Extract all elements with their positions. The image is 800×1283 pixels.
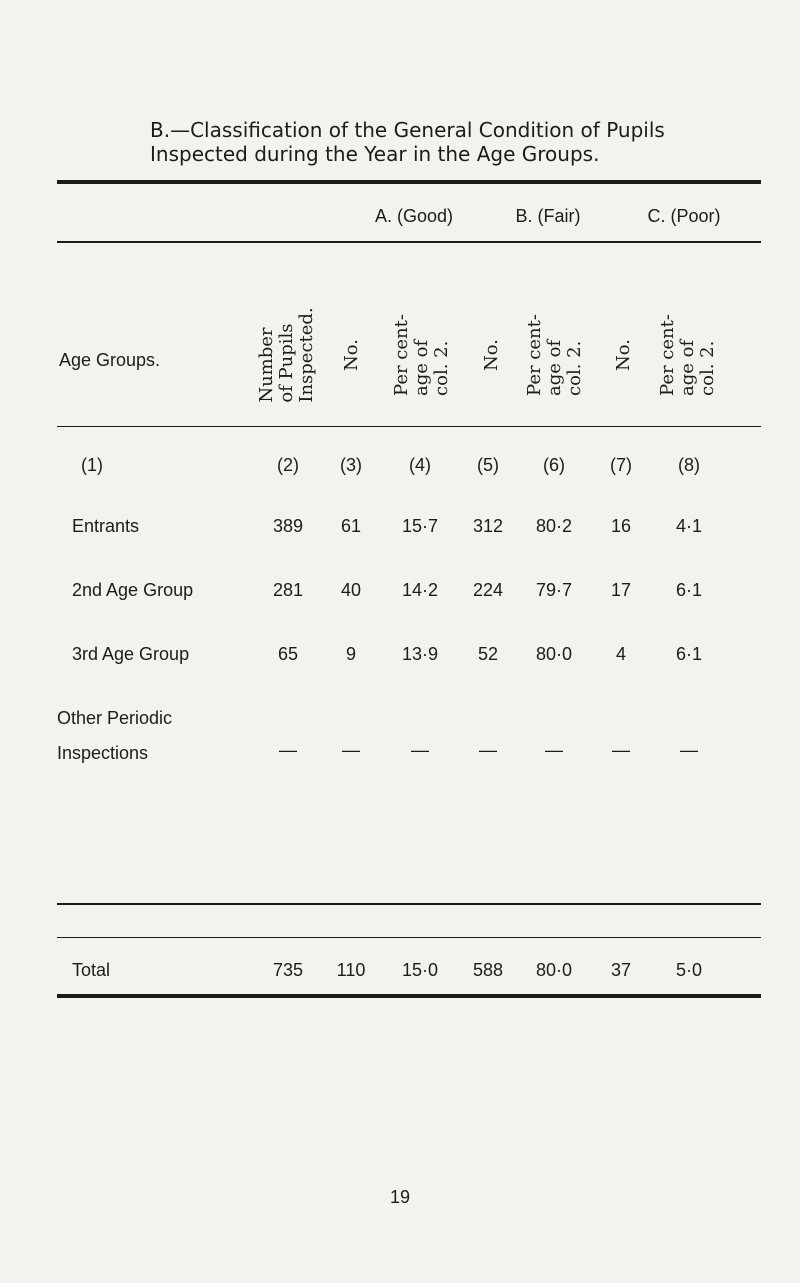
fair-percent-header: Per cent- age of col. 2. [524,314,585,396]
group-header-poor: C. (Poor) [647,206,721,226]
good-percent-header: Per cent- age of col. 2. [391,314,452,396]
column-number-2: (2) [277,455,299,475]
total-cell: 5·0 [675,960,703,980]
group-header-good: A. (Good) [374,206,454,226]
row-label-other-periodic: Other Periodic [57,708,173,728]
table-cell: 61 [340,516,362,536]
table-cell: 13·9 [401,644,439,664]
column-number-4: (4) [409,455,431,475]
bottom-rule [57,994,761,998]
table-cell: 40 [340,580,362,600]
table-title [150,118,790,166]
table-cell: 65 [277,644,299,664]
total-cell: 37 [610,960,632,980]
table-cell: 312 [472,516,504,536]
table-cell: 15·7 [401,516,439,536]
total-rule-upper [57,903,761,905]
poor-no-header: No. [613,339,634,371]
table-cell: — [545,740,563,760]
table-cell: — [342,740,360,760]
table-cell: 52 [477,644,499,664]
header-rule [57,426,761,427]
table-cell: 224 [472,580,504,600]
total-cell: 110 [336,960,366,980]
table-cell: 6·1 [675,580,703,600]
row-label-2nd-age-group: 2nd Age Group [72,580,194,600]
table-cell: 16 [610,516,632,536]
total-cell: 735 [272,960,304,980]
table-cell: 14·2 [401,580,439,600]
table-cell: — [279,740,297,760]
total-cell: 80·0 [535,960,573,980]
table-cell: 17 [610,580,632,600]
column-number-3: (3) [340,455,362,475]
table-cell: — [680,740,698,760]
total-cell: 588 [472,960,504,980]
age-groups-header: Age Groups. [59,350,161,370]
table-cell: 9 [345,644,357,664]
row-label-total: Total [72,960,111,980]
title-line-2: Inspected during the Year in the Age Groups. [150,142,600,166]
row-label-3rd-age-group: 3rd Age Group [72,644,190,664]
column-number-7: (7) [610,455,632,475]
total-cell: 15·0 [401,960,439,980]
table-cell: — [411,740,429,760]
column-number-1: (1) [81,455,103,475]
group-header-rule [57,241,761,243]
title-line-1: B.—Classification of the General Condition of Pupils [150,118,665,142]
table-cell: 6·1 [675,644,703,664]
column-number-6: (6) [543,455,565,475]
column-number-5: (5) [477,455,499,475]
column-number-8: (8) [678,455,700,475]
table-cell: 281 [272,580,304,600]
poor-percent-header: Per cent- age of col. 2. [657,314,718,396]
fair-no-header: No. [481,339,502,371]
good-no-header: No. [341,339,362,371]
top-rule [57,180,761,184]
table-cell: 4·1 [675,516,703,536]
table-cell: 389 [272,516,304,536]
table-cell: 80·0 [535,644,573,664]
row-label-inspections: Inspections [57,743,149,763]
page-number: 19 [389,1187,411,1207]
number-inspected-header: Number of Pupils Inspected. [256,307,317,403]
table-cell: — [612,740,630,760]
row-label-entrants: Entrants [72,516,140,536]
table-cell: — [479,740,497,760]
group-header-fair: B. (Fair) [515,206,581,226]
total-rule-lower [57,937,761,938]
table-cell: 79·7 [535,580,573,600]
table-cell: 4 [615,644,627,664]
table-cell: 80·2 [535,516,573,536]
